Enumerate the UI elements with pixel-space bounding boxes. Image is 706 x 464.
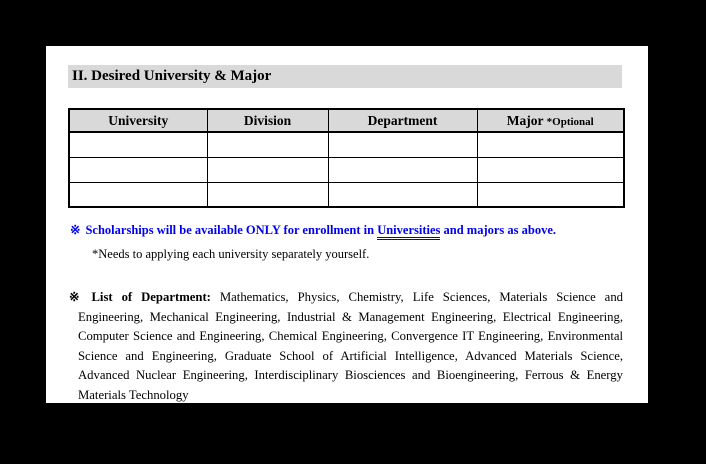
- cell-department-2: [328, 157, 477, 182]
- col-header-division: [207, 109, 328, 132]
- reference-mark-icon: ※: [70, 223, 81, 237]
- col-header-division-label: Division: [243, 112, 292, 128]
- col-header-major: [477, 109, 624, 132]
- col-header-department-label: Department: [367, 112, 438, 128]
- optional-tag: *Optional: [546, 115, 594, 128]
- table-header-row: [69, 109, 624, 132]
- table-row: [69, 132, 624, 157]
- cell-university-1: [69, 132, 207, 157]
- section-title-bar: [68, 65, 622, 88]
- cell-department-3: [328, 182, 477, 207]
- cell-division-1: [207, 132, 328, 157]
- section-title: II. Desired University & Major: [72, 68, 272, 84]
- cell-university-3: [69, 182, 207, 207]
- col-header-department: [328, 109, 477, 132]
- scholarship-note-text-after: and majors as above.: [440, 223, 557, 237]
- cell-university-2: [69, 157, 207, 182]
- cell-department-1: [328, 132, 477, 157]
- universities-link[interactable]: Universities: [377, 223, 440, 240]
- cell-division-3: [207, 182, 328, 207]
- col-header-university: [69, 109, 207, 132]
- reference-mark-icon: ※: [69, 290, 86, 304]
- cell-major-1: [477, 132, 624, 157]
- cell-major-3: [477, 182, 624, 207]
- cell-major-2: [477, 157, 624, 182]
- department-list-label: List of Department:: [91, 290, 211, 304]
- apply-separately-note: *Needs to applying each university separately yourself.: [92, 247, 370, 261]
- scholarship-note: [70, 222, 556, 238]
- cell-division-2: [207, 157, 328, 182]
- university-major-table: [68, 108, 625, 208]
- col-header-university-label: University: [108, 112, 169, 128]
- department-list-note: [69, 288, 623, 405]
- scholarship-note-text-before: Scholarships will be available ONLY for enrollment in: [85, 223, 378, 237]
- table-row: [69, 182, 624, 207]
- col-header-major-label: Major: [506, 112, 544, 128]
- department-list-text: Mathematics, Physics, Chemistry, Life Sciences, Materials Science and Engineering, Mechanical Engineering, Industrial & Management Engineering, Electrical Engineering, Computer Science and Engineering, Chemical Engineering, Convergence IT Engineering, Environmental Science and Engineering, Graduate School of Artificial Intelligence, Advanced Materials Science, Advanced Nuclear Engineering, Interdisciplinary Biosciences and Bioengineering, Ferrous & Energy Materials Technology: [78, 290, 624, 402]
- document-page: [46, 46, 648, 403]
- table-row: [69, 157, 624, 182]
